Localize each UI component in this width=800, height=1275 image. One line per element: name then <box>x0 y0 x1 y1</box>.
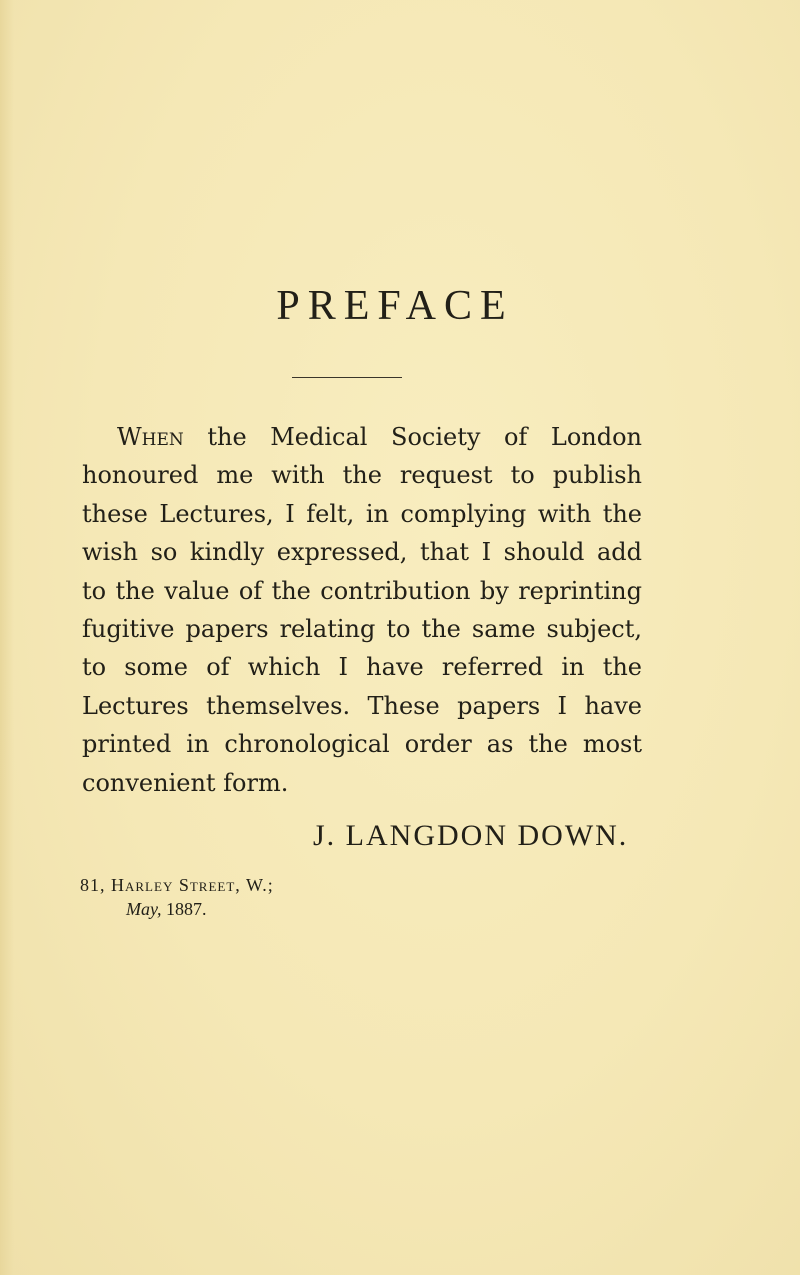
title-divider <box>292 377 402 378</box>
paragraph-line: printed in chronological order as the most <box>82 730 642 759</box>
paragraph-line: to some of which I have referred in the <box>82 653 642 682</box>
page-title: PREFACE <box>276 283 514 329</box>
preface-paragraph <box>82 418 642 802</box>
author-signature: J. LANGDON DOWN. <box>313 819 629 852</box>
date-year: 1887. <box>161 899 207 919</box>
paragraph-line: convenient form. <box>82 768 289 797</box>
page-gutter-shadow <box>0 0 14 1275</box>
street-address: 81, Harley Street, W.; <box>80 875 274 895</box>
paragraph-line: these Lectures, I felt, in complying with the <box>82 499 642 528</box>
address-block <box>80 873 274 921</box>
paragraph-line: honoured me with the request to publish <box>82 461 642 490</box>
date-month: May, <box>126 899 162 919</box>
paragraph-line: Lectures themselves. These papers I have <box>82 691 642 720</box>
paragraph-line <box>82 418 642 456</box>
paragraph-line: wish so kindly expressed, that I should add <box>82 538 642 567</box>
date-line <box>80 897 274 921</box>
line-text: the Medical Society of London <box>183 423 642 451</box>
lead-word: When <box>117 423 184 451</box>
paragraph-line: fugitive papers relating to the same subject, <box>82 614 642 643</box>
paragraph-line: to the value of the contribution by reprinting <box>82 576 642 605</box>
